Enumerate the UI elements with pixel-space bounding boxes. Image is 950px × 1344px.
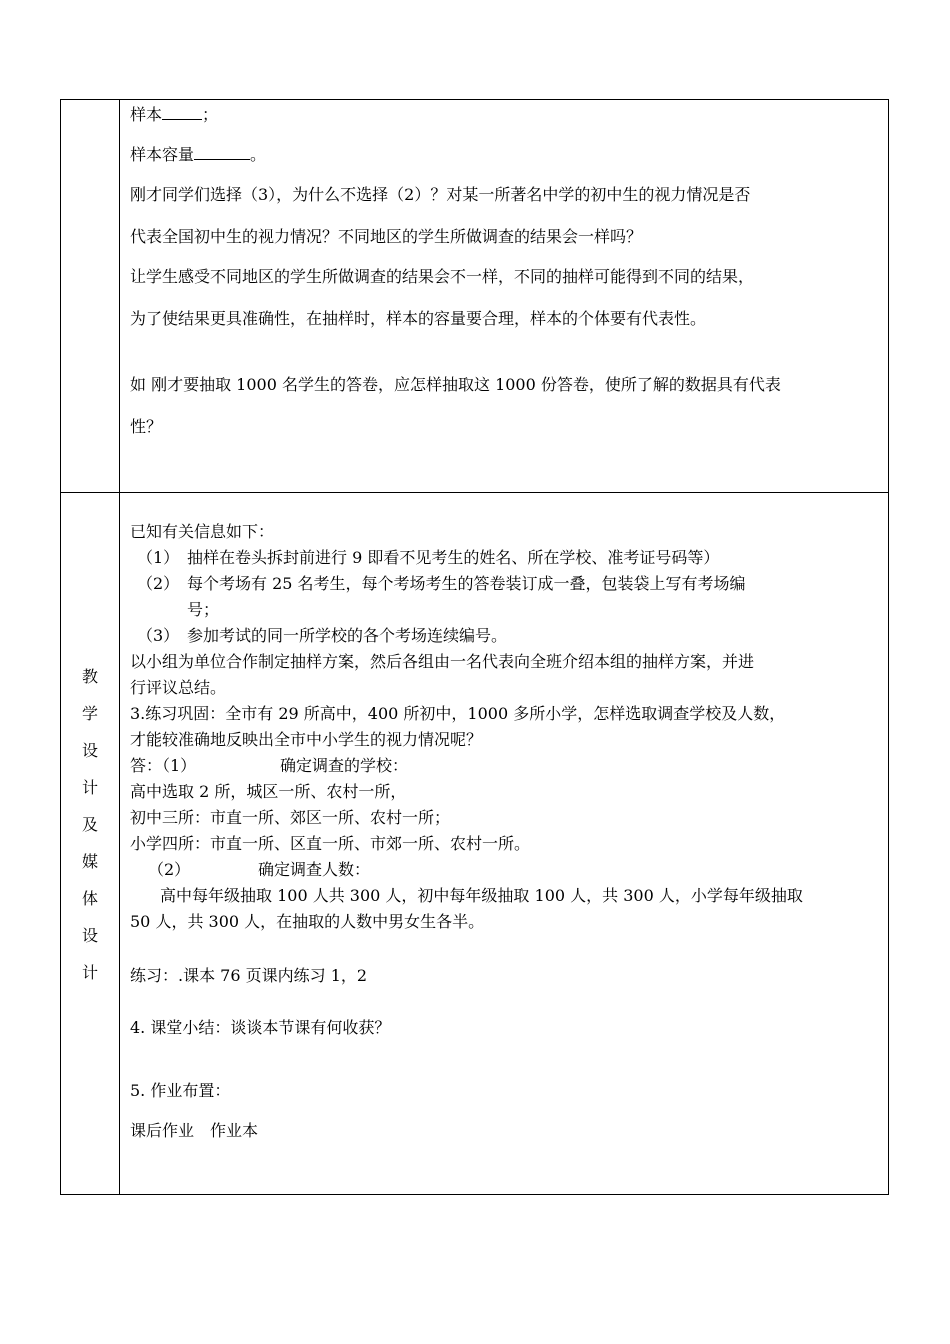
sample-label: 样本 <box>130 105 163 124</box>
count-line-2: 50 人，共 300 人，在抽取的人数中男女生各半。 <box>130 912 485 931</box>
side-char: 媒 <box>81 852 98 871</box>
info-intro: 已知有关信息如下： <box>130 522 275 541</box>
sample-line <box>130 104 218 126</box>
item-3-text: 参加考试的同一所学校的各个考场连续编号。 <box>187 626 508 645</box>
capacity-blank <box>194 145 250 160</box>
side-char: 教 <box>81 667 98 686</box>
feel-line-1: 让学生感受不同地区的学生所做调查的结果会不一样，不同的抽样可能得到不同的结果， <box>130 267 755 286</box>
practice-line: 练习：.课本 76 页课内练习 1，2 <box>130 966 368 985</box>
primary-school-line: 小学四所：市直一所、区直一所、市郊一所、农村一所。 <box>130 834 531 853</box>
item-2-line-2: 号； <box>187 600 220 619</box>
side-char: 计 <box>81 963 98 982</box>
answer-2-text: 确定调查人数： <box>258 860 371 879</box>
side-char: 计 <box>81 778 98 797</box>
high-school-line: 高中选取 2 所，城区一所、农村一所， <box>130 782 407 801</box>
side-char: 设 <box>81 926 98 945</box>
item-2-line-1: 每个考场有 25 名考生，每个考场考生的答卷装订成一叠，包装袋上写有考场编 <box>187 574 746 593</box>
middle-school-line: 初中三所：市直一所、郊区一所、农村一所； <box>130 808 451 827</box>
item-3-number: （3） <box>137 626 180 645</box>
group-line-1: 以小组为单位合作制定抽样方案，然后各组由一名代表向全班介绍本组的抽样方案，并进 <box>130 652 755 671</box>
capacity-label: 样本容量 <box>130 145 195 164</box>
row-divider <box>60 492 889 493</box>
capacity-end: 。 <box>250 145 267 164</box>
answer-2-number: （2） <box>148 860 191 879</box>
item-2-number: （2） <box>137 574 180 593</box>
exercise-line-2: 才能较准确地反映出全市中小学生的视力情况呢？ <box>130 730 483 749</box>
column-divider <box>119 99 120 1195</box>
sampling-question-line-2: 性？ <box>130 417 163 436</box>
sampling-question-line-1: 如 刚才要抽取 1000 名学生的答卷，应怎样抽取这 1000 份答卷，使所了解的数据具有代表 <box>130 375 781 394</box>
side-char: 体 <box>81 889 98 908</box>
answer-1-text: 确定调查的学校： <box>280 756 409 775</box>
exercise-line-1: 3.练习巩固：全市有 29 所高中，400 所初中，1000 多所小学，怎样选取调查学校及人数， <box>130 704 786 723</box>
side-char: 学 <box>81 704 98 723</box>
capacity-line <box>130 144 266 166</box>
homework-text: 课后作业 作业本 <box>130 1121 259 1140</box>
sample-end: ； <box>202 105 219 124</box>
question-line-1: 刚才同学们选择（3），为什么不选择（2）？对某一所著名中学的初中生的视力情况是否 <box>130 185 751 204</box>
count-line-1: 高中每年级抽取 100 人共 300 人，初中每年级抽取 100 人，共 300 人，小学每年级抽取 <box>160 886 803 905</box>
feel-line-2: 为了使结果更具准确性，在抽样时，样本的容量要合理，样本的个体要有代表性。 <box>130 309 707 328</box>
homework-title: 5. 作业布置： <box>130 1081 231 1100</box>
side-label <box>60 658 120 991</box>
summary-line: 4. 课堂小结：谈谈本节课有何收获？ <box>130 1018 391 1037</box>
side-char: 设 <box>81 741 98 760</box>
group-line-2: 行评议总结。 <box>130 678 227 697</box>
question-line-2: 代表全国初中生的视力情况？不同地区的学生所做调查的结果会一样吗？ <box>130 227 643 246</box>
item-1-text: 抽样在卷头拆封前进行 9 即看不见考生的姓名、所在学校、准考证号码等） <box>187 548 720 567</box>
side-char: 及 <box>81 815 98 834</box>
item-1-number: （1） <box>137 548 180 567</box>
answer-label: 答：（1） <box>130 756 197 775</box>
sample-blank <box>162 105 202 120</box>
